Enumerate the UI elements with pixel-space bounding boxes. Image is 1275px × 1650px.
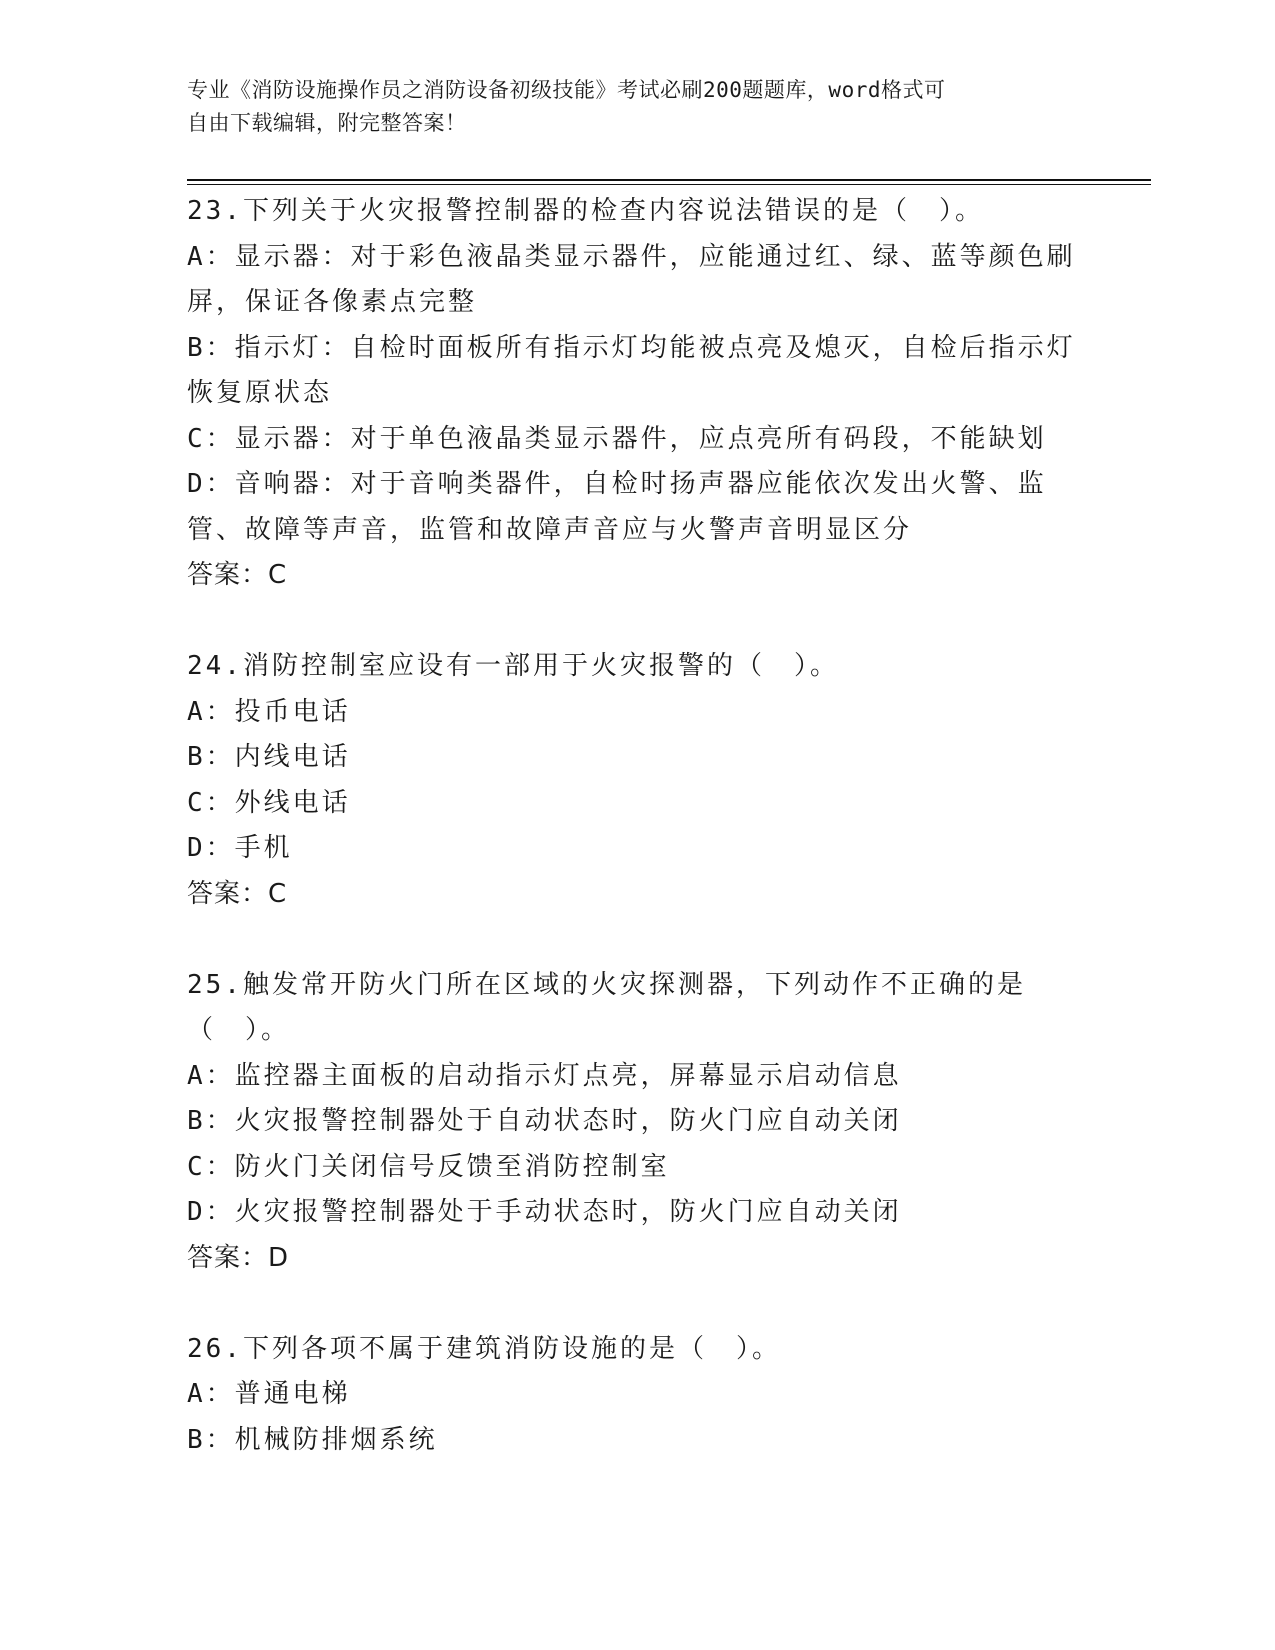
document-header [187, 74, 1087, 140]
option-d: D：手机 [187, 833, 293, 863]
question-stem: 26.下列各项不属于建筑消防设施的是（ ）。 [187, 1333, 781, 1364]
option-c: C：外线电话 [187, 787, 351, 818]
question-list [187, 189, 1087, 1509]
option-a: A：显示器：对于彩色液晶类显示器件，应能通过红、绿、蓝等颜色刷屏，保证各像素点完整 [187, 241, 1076, 317]
option-c: C：显示器：对于单色液晶类显示器件，应点亮所有码段，不能缺划 [187, 423, 1047, 454]
option-d: D：音响器：对于音响类器件，自检时扬声器应能依次发出火警、监管、故障等声音，监管和故障声音应与火警声音明显区分 [187, 469, 1047, 545]
answer-line: 答案：D [187, 1242, 290, 1273]
header-divider-thick [187, 179, 1151, 181]
question-25 [187, 963, 1087, 1282]
header-line-1: 专业《消防设施操作员之消防设备初级技能》考试必刷200题题库，word格式可 [187, 78, 946, 102]
question-stem: 25.触发常开防火门所在区域的火灾探测器，下列动作不正确的是（ ）。 [187, 969, 1026, 1045]
answer-line: 答案：C [187, 560, 288, 590]
question-24 [187, 644, 1087, 917]
answer-line: 答案：C [187, 878, 288, 909]
option-b: B：机械防排烟系统 [187, 1424, 438, 1455]
header-line-2: 自由下载编辑，附完整答案！ [187, 111, 467, 135]
option-d: D：火灾报警控制器处于手动状态时，防火门应自动关闭 [187, 1197, 902, 1227]
option-a: A：监控器主面板的启动指示灯点亮，屏幕显示启动信息 [187, 1060, 902, 1091]
option-a: A：投币电话 [187, 696, 351, 727]
header-divider-thin [187, 184, 1151, 185]
question-26 [187, 1327, 1087, 1464]
question-stem: 24.消防控制室应设有一部用于火灾报警的（ ）。 [187, 651, 839, 681]
option-a: A：普通电梯 [187, 1379, 351, 1409]
option-b: B：火灾报警控制器处于自动状态时，防火门应自动关闭 [187, 1106, 902, 1136]
question-stem: 23.下列关于火灾报警控制器的检查内容说法错误的是（ ）。 [187, 196, 984, 226]
option-b: B：指示灯：自检时面板所有指示灯均能被点亮及熄灭，自检后指示灯恢复原状态 [187, 332, 1076, 408]
option-b: B：内线电话 [187, 742, 351, 772]
question-23 [187, 189, 1087, 599]
option-c: C：防火门关闭信号反馈至消防控制室 [187, 1151, 670, 1182]
